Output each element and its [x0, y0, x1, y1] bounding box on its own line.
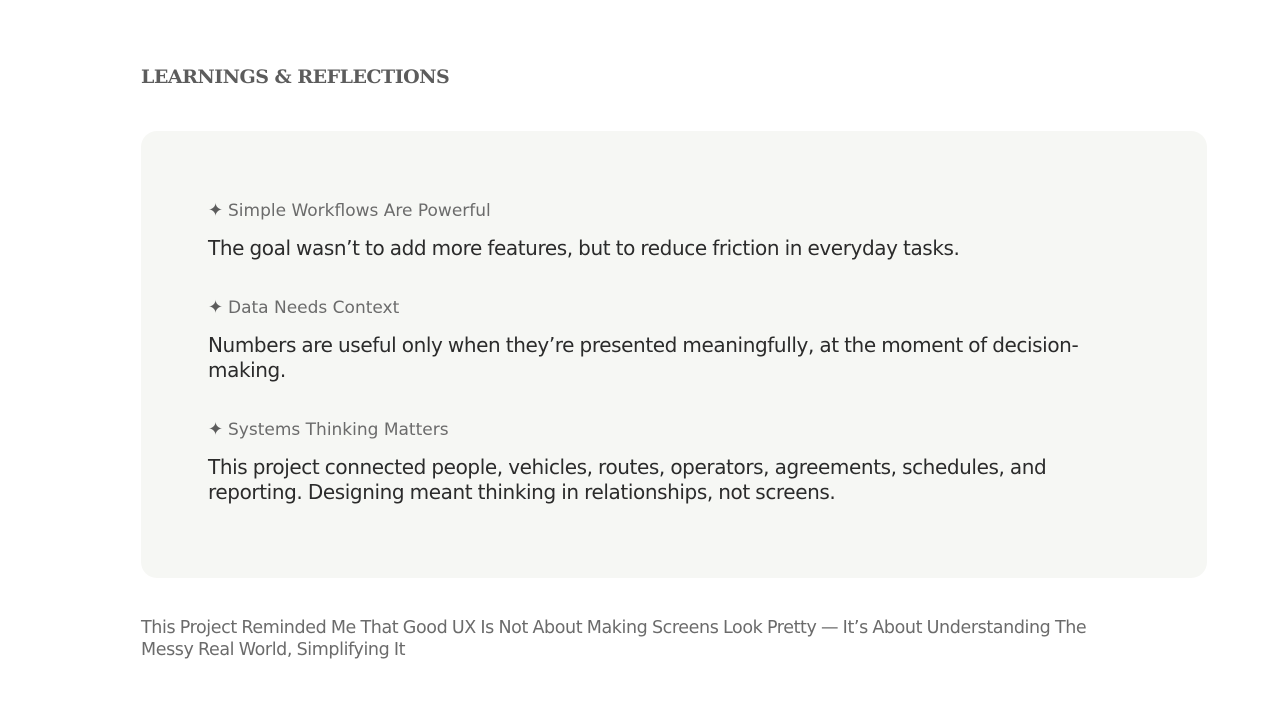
sparkle-icon: ✦: [208, 297, 224, 318]
learning-item: [208, 200, 1108, 261]
learning-heading: [208, 297, 1108, 319]
learning-heading: [208, 419, 1108, 441]
learning-text: This project connected people, vehicles, routes, operators, agreements, schedules, and reporting. Designing meant thinking in relationships, not screens.: [208, 455, 1047, 504]
learning-heading-label: Data Needs Context: [228, 298, 400, 318]
learning-heading: [208, 200, 1108, 222]
learnings-card: [141, 131, 1207, 578]
sparkle-icon: ✦: [208, 419, 224, 440]
sparkle-icon: ✦: [208, 200, 224, 221]
learning-text: Numbers are useful only when they’re presented meaningfully, at the moment of decision-making.: [208, 333, 1079, 382]
learning-item: [208, 419, 1108, 505]
section-title: LEARNINGS & REFLECTIONS: [141, 66, 450, 88]
closing-statement: This Project Reminded Me That Good UX Is Not About Making Screens Look Pretty — It’s About Understanding The Messy Real World, Simplifying It: [141, 618, 1087, 660]
learning-heading-label: Simple Workflows Are Powerful: [228, 201, 491, 221]
learning-heading-label: Systems Thinking Matters: [228, 420, 449, 440]
learning-text: The goal wasn’t to add more features, but to reduce friction in everyday tasks.: [208, 236, 960, 260]
learning-item: [208, 297, 1108, 383]
